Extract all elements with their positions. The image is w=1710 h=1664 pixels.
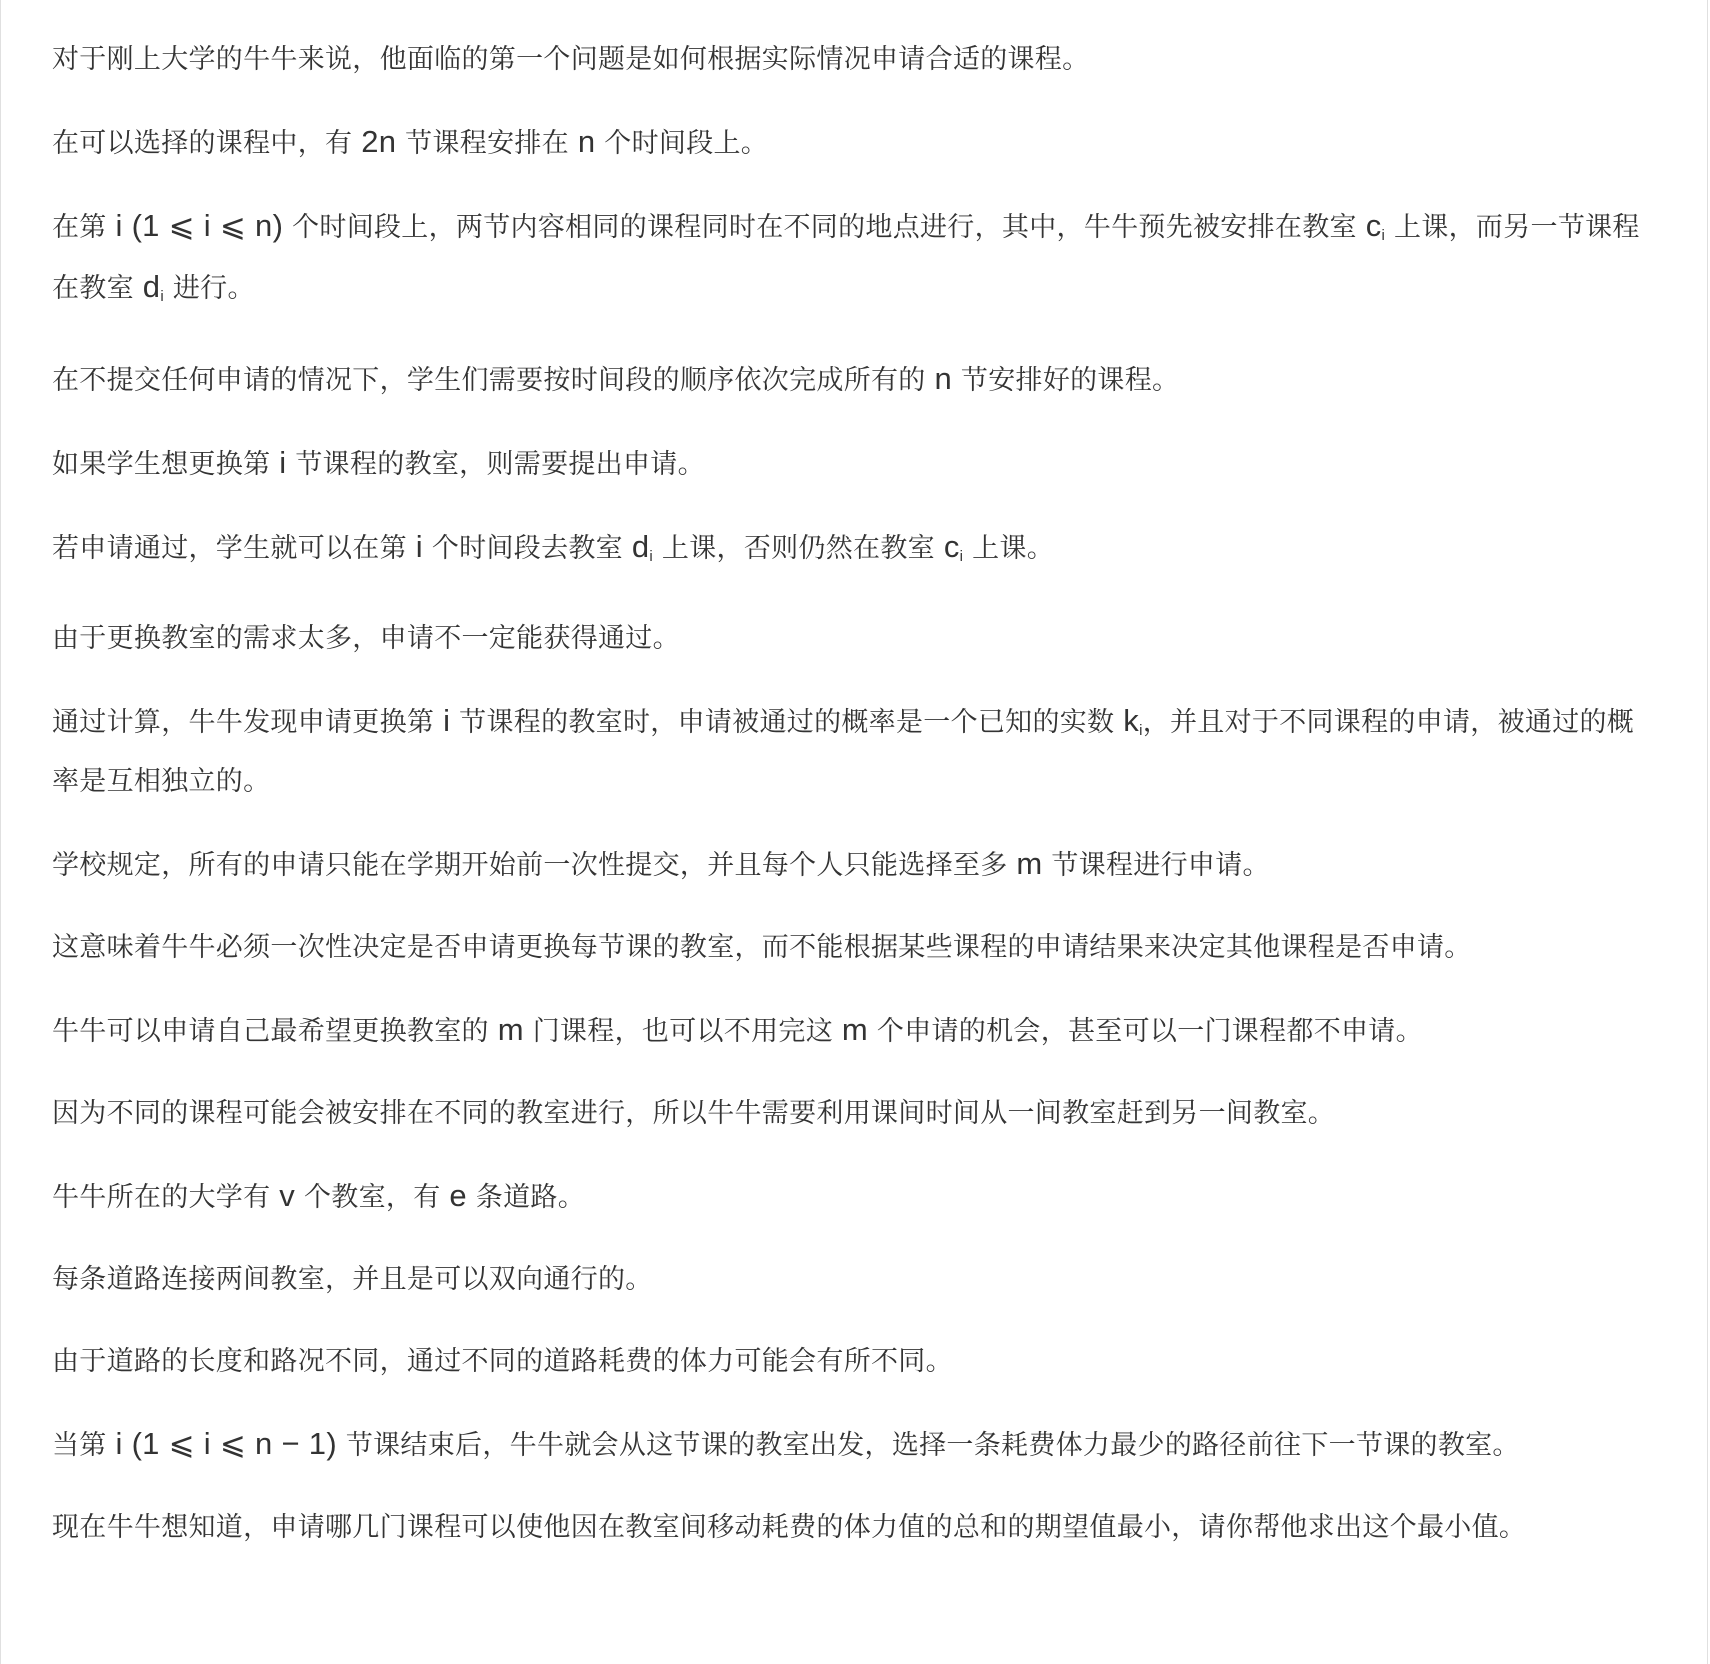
statement-paragraph: 由于道路的长度和路况不同，通过不同的道路耗费的体力可能会有所不同。 (52, 1346, 953, 1377)
statement-paragraph: 学校规定，所有的申请只能在学期开始前一次性提交，并且每个人只能选择至多 m 节课程进行申请。 (52, 846, 1270, 881)
statement-paragraph: 如果学生想更换第 i 节课程的教室，则需要提出申请。 (52, 445, 705, 480)
statement-paragraph: 牛牛所在的大学有 v 个教室，有 e 条道路。 (52, 1178, 586, 1213)
problem-statement (52, 34, 1654, 1584)
statement-paragraph: 因为不同的课程可能会被安排在不同的教室进行，所以牛牛需要利用课间时间从一间教室赶到另一间教室。 (52, 1098, 1336, 1129)
statement-paragraph: 对于刚上大学的牛牛来说，他面临的第一个问题是如何根据实际情况申请合适的课程。 (52, 44, 1090, 75)
statement-paragraph: 在可以选择的课程中，有 2n 节课程安排在 n 个时间段上。 (52, 124, 769, 159)
statement-paragraph: 若申请通过，学生就可以在第 i 个时间段去教室 $d_i$ 上课，否则仍然在教室 $c_i$ 上课。 (52, 529, 1055, 565)
statement-paragraph: 当第 i (1 ⩽ i ⩽ n − 1) 节课结束后，牛牛就会从这节课的教室出发，选择一条耗费体力最少的路径前往下一节课的教室。 (52, 1426, 1520, 1461)
statement-paragraph: 牛牛可以申请自己最希望更换教室的 m 门课程，也可以不用完这 m 个申请的机会，甚至可以一门课程都不申请。 (52, 1012, 1423, 1047)
statement-paragraph: 由于更换教室的需求太多，申请不一定能获得通过。 (52, 623, 680, 654)
statement-paragraph: 这意味着牛牛必须一次性决定是否申请更换每节课的教室，而不能根据某些课程的申请结果来决定其他课程是否申请。 (52, 932, 1472, 963)
statement-paragraph: 在第 i (1 ⩽ i ⩽ n) 个时间段上，两节内容相同的课程同时在不同的地点进行，其中，牛牛预先被安排在教室 $c_i$ 上课，而另一节课程在教室 $d_i$ 进行。 (52, 208, 1640, 305)
statement-paragraph: 每条道路连接两间教室，并且是可以双向通行的。 (52, 1264, 653, 1295)
statement-paragraph: 在不提交任何申请的情况下，学生们需要按时间段的顺序依次完成所有的 n 节安排好的课程。 (52, 361, 1180, 396)
statement-paragraph: 通过计算，牛牛发现申请更换第 i 节课程的教室时，申请被通过的概率是一个已知的实数 $k_i$，并且对于不同课程的申请，被通过的概率是互相独立的。 (52, 703, 1635, 797)
statement-paragraph: 现在牛牛想知道，申请哪几门课程可以使他因在教室间移动耗费的体力值的总和的期望值最小，请你帮他求出这个最小值。 (52, 1512, 1527, 1543)
